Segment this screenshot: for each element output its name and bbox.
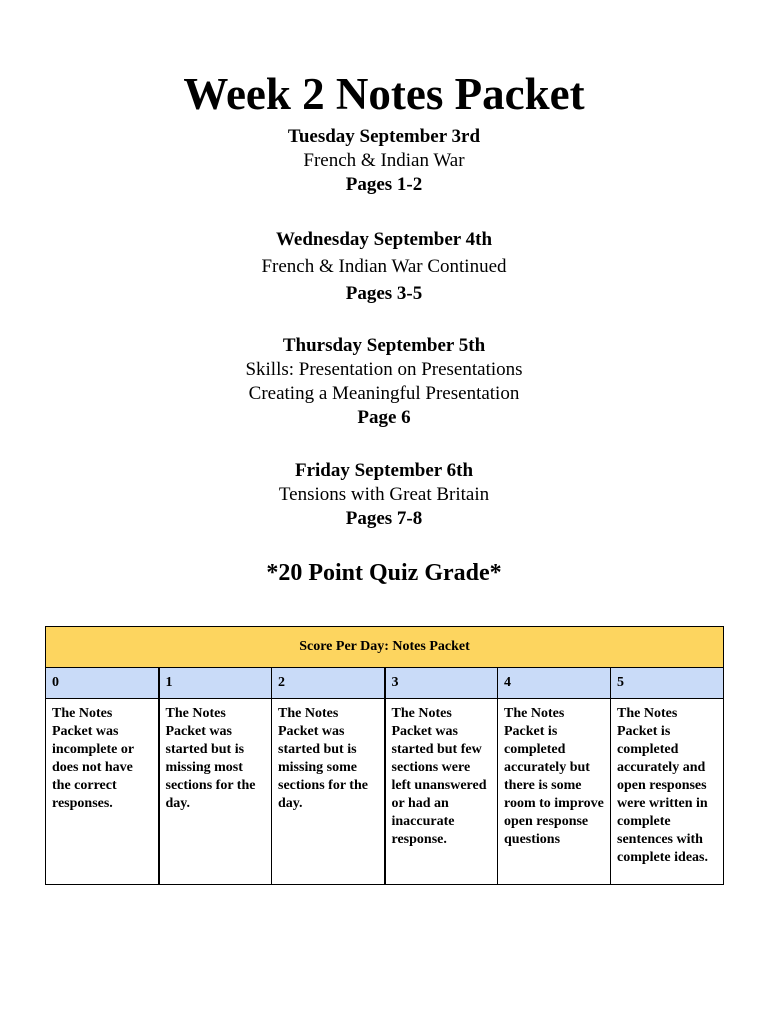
schedule-day-tuesday [0, 125, 768, 197]
score-cell: 2 [272, 668, 385, 699]
day-topic: Creating a Meaningful Presentation [248, 383, 520, 404]
quiz-grade-note: *20 Point Quiz Grade* [266, 560, 502, 586]
schedule-day-thursday [0, 334, 768, 430]
rubric-header-row [46, 627, 724, 668]
score-cell: 0 [46, 668, 159, 699]
page-title: Week 2 Notes Packet [183, 69, 585, 119]
score-cell: 4 [498, 668, 611, 699]
day-pages: Page 6 [357, 407, 411, 428]
day-date: Friday September 6th [294, 460, 474, 481]
day-pages: Pages 7-8 [345, 508, 423, 529]
day-topic: French & Indian War Continued [261, 256, 507, 277]
day-date: Wednesday September 4th [275, 229, 493, 250]
day-topic: Tensions with Great Britain [278, 484, 490, 505]
score-cell: 5 [611, 668, 724, 699]
day-pages: Pages 1-2 [345, 174, 423, 195]
rubric-header: Score Per Day: Notes Packet [46, 627, 724, 668]
description-cell: The Notes Packet was started but few sections were left unanswered or had an inaccurate response. [385, 699, 498, 885]
rubric-score-row [46, 668, 724, 699]
description-cell: The Notes Packet was started but is missing most sections for the day. [159, 699, 272, 885]
day-pages: Pages 3-5 [345, 283, 423, 304]
schedule-day-friday [0, 459, 768, 531]
description-cell: The Notes Packet is completed accurately and open responses were written in complete sentences with complete ideas. [611, 699, 724, 885]
day-date: Tuesday September 3rd [287, 126, 481, 147]
description-cell: The Notes Packet is completed accurately but there is some room to improve open response questions [498, 699, 611, 885]
rubric-table [45, 626, 724, 885]
description-cell: The Notes Packet was started but is missing some sections for the day. [272, 699, 385, 885]
day-topic: French & Indian War [303, 150, 465, 171]
day-topic: Skills: Presentation on Presentations [245, 359, 523, 380]
rubric-description-row [46, 699, 724, 885]
score-cell: 3 [385, 668, 498, 699]
description-cell: The Notes Packet was incomplete or does not have the correct responses. [46, 699, 159, 885]
schedule-day-wednesday [0, 228, 768, 306]
score-cell: 1 [159, 668, 272, 699]
day-date: Thursday September 5th [282, 335, 486, 356]
